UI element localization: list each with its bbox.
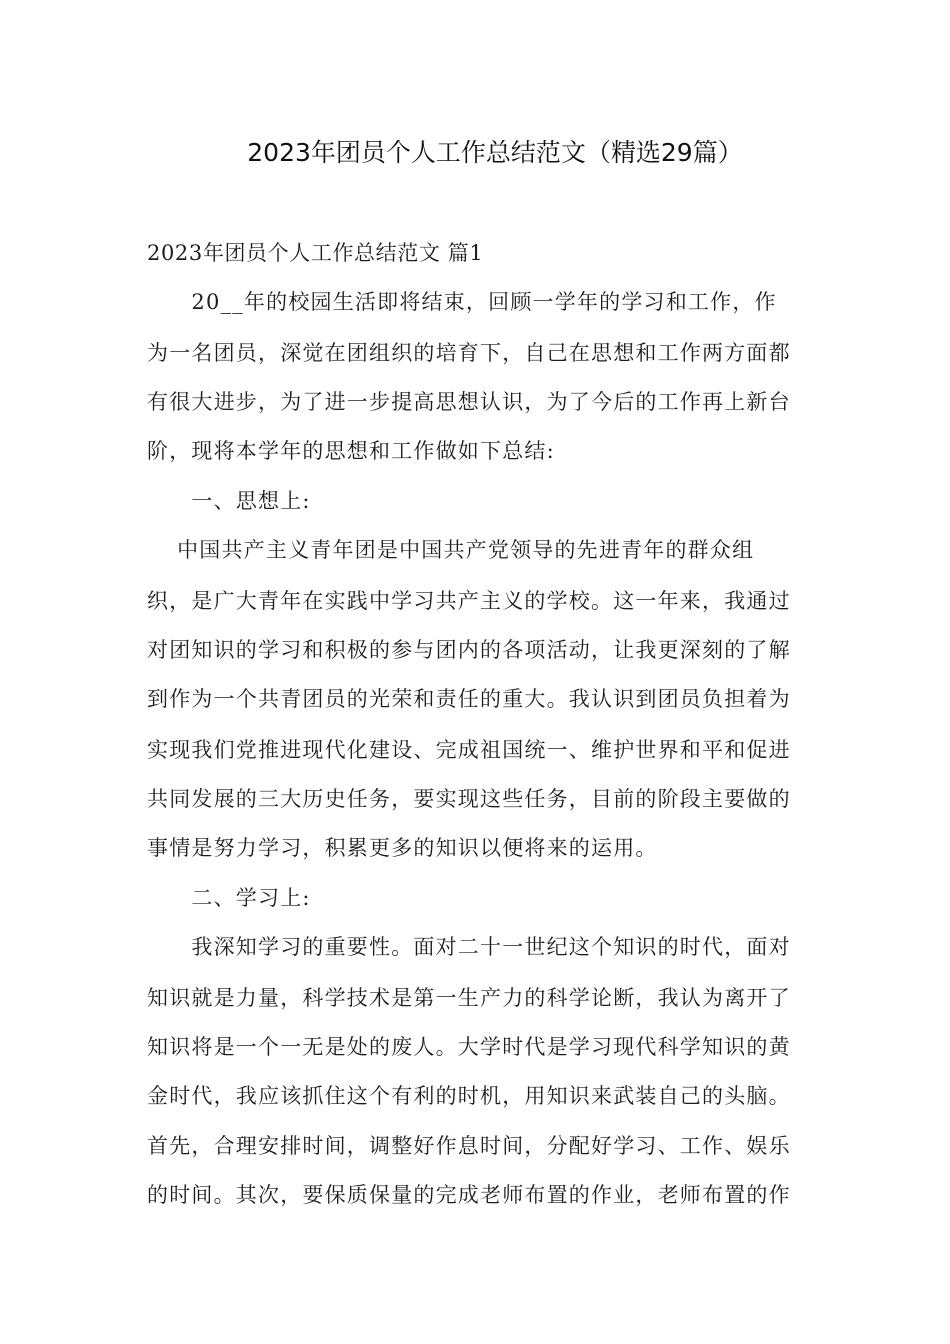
paragraph-line: 金时代，我应该抓住这个有利的时机，用知识来武装自己的头脑。 — [147, 1084, 791, 1108]
paragraph-line: 知识将是一个一无是处的废人。大学时代是学习现代科学知识的黄 — [147, 1035, 791, 1059]
paragraph-line: 中国共产主义青年团是中国共产党领导的先进青年的群众组 — [147, 538, 755, 562]
section-heading-thought: 一、思想上: — [147, 489, 311, 513]
paragraph-line: 事情是努力学习，积累更多的知识以便将来的运用。 — [147, 836, 658, 860]
section-heading-study: 二、学习上: — [147, 886, 311, 910]
paragraph-line: 有很大进步，为了进一步提高思想认识，为了今后的工作再上新台 — [147, 390, 791, 414]
paragraph-line: 的时间。其次，要保质保量的完成老师布置的作业，老师布置的作 — [147, 1183, 791, 1207]
document-title: 2023年团员个人工作总结范文（精选29篇） — [247, 138, 743, 167]
paragraph-line: 织，是广大青年在实践中学习共产主义的学校。这一年来，我通过 — [147, 589, 791, 613]
paragraph-line: 20__年的校园生活即将结束，回顾一学年的学习和工作，作 — [147, 290, 777, 314]
paragraph-line: 到作为一个共青团员的光荣和责任的重大。我认识到团员负担着为 — [147, 687, 791, 711]
paragraph-line: 阶，现将本学年的思想和工作做如下总结: — [147, 439, 555, 463]
paragraph-line: 共同发展的三大历史任务，要实现这些任务，目前的阶段主要做的 — [147, 787, 791, 811]
article-heading: 2023年团员个人工作总结范文 篇1 — [147, 241, 484, 265]
paragraph-line: 为一名团员，深觉在团组织的培育下，自己在思想和工作两方面都 — [147, 341, 791, 365]
paragraph-line: 首先，合理安排时间，调整好作息时间，分配好学习、工作、娱乐 — [147, 1134, 791, 1158]
paragraph-line: 对团知识的学习和积极的参与团内的各项活动，让我更深刻的了解 — [147, 638, 791, 662]
paragraph-line: 实现我们党推进现代化建设、完成祖国统一、维护世界和平和促进 — [147, 738, 791, 762]
paragraph-line: 我深知学习的重要性。面对二十一世纪这个知识的时代，面对 — [147, 935, 791, 959]
paragraph-line: 知识就是力量，科学技术是第一生产力的科学论断，我认为离开了 — [147, 986, 791, 1010]
